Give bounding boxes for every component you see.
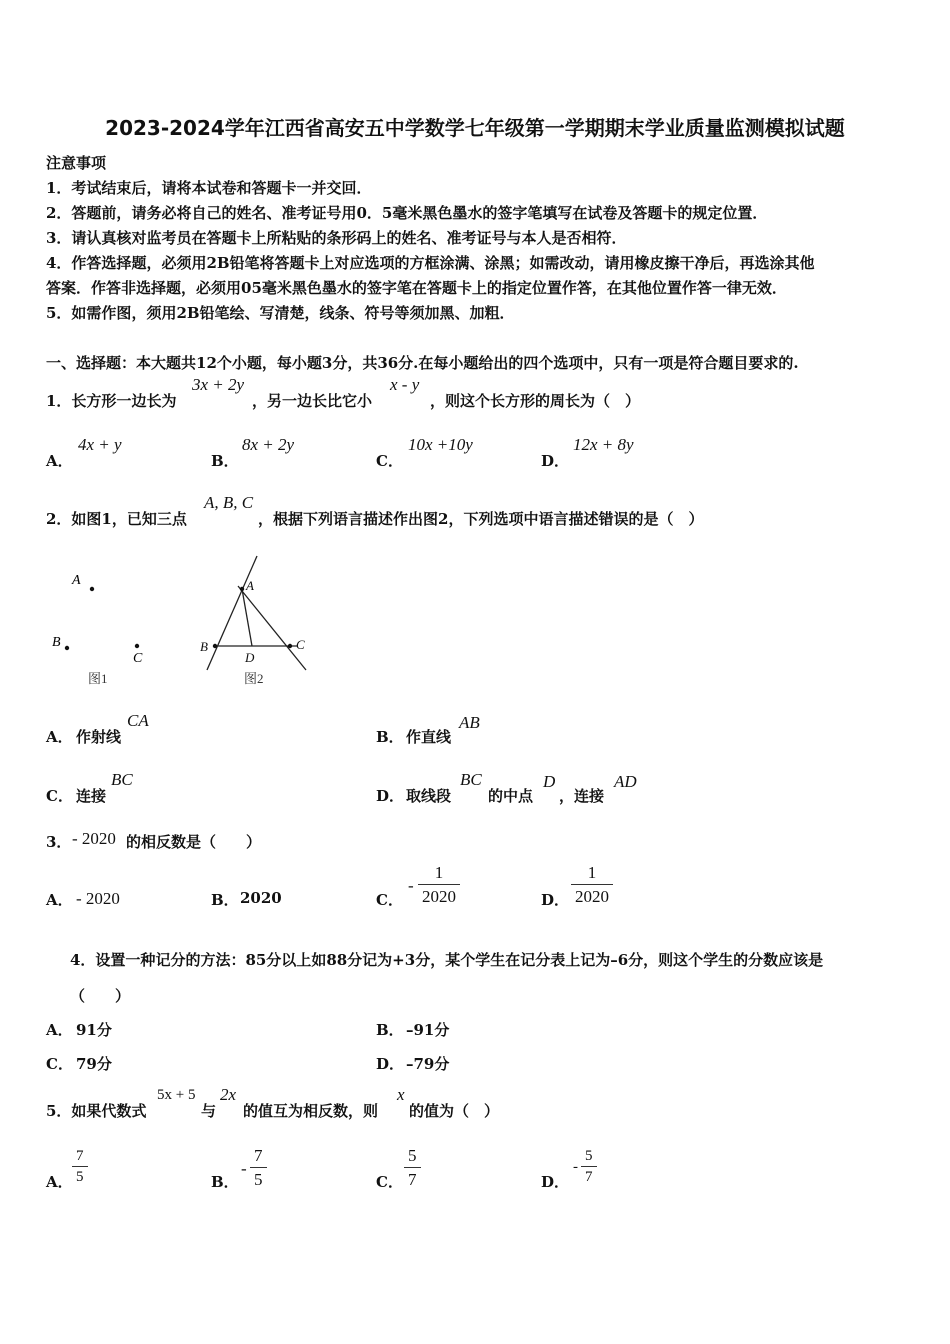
note-item: 3．请认真核对监考员在答题卡上所粘贴的条形码上的姓名、准考证号与本人是否相符． (46, 229, 627, 247)
q1-option-c-math: 10x +10y (408, 435, 473, 454)
q4-option-d-text: –79分 (406, 1055, 450, 1073)
denominator: 5 (254, 1170, 263, 1189)
q5-math-2: 2x (220, 1085, 237, 1104)
q5-option-b-fraction (250, 1145, 267, 1192)
q5-text-3: 的值互为相反数，则 (243, 1102, 379, 1120)
q3-option-c-sign: - (408, 876, 414, 895)
fig2-point-b (213, 644, 217, 648)
q2-option-d-math-3: AD (614, 772, 637, 791)
q5-option-b-label: B． (211, 1173, 239, 1191)
denominator: 2020 (422, 887, 456, 906)
q2-math-1: A, B, C (204, 493, 254, 512)
denominator: 7 (408, 1170, 417, 1189)
q2-option-a-math: CA (127, 711, 149, 730)
q4-text-line-1: 4．设置一种记分的方法：85分以上如88分记为+3分，某个学生在记分表上记为–6分，则这个学生的分数应该是 (70, 951, 824, 969)
denominator: 7 (585, 1169, 593, 1185)
q1-option-a-label: A． (46, 452, 73, 470)
q5-option-d-fraction (581, 1147, 597, 1187)
note-item: 1．考试结束后，请将本试卷和答题卡一并交回． (46, 179, 372, 197)
q4-option-a-label: A． (46, 1021, 73, 1039)
page-title: 2023-2024学年江西省高安五中学数学七年级第一学期期末学业质量监测模拟试题 (105, 116, 845, 140)
fig1-label-b: B (52, 635, 61, 650)
q5-option-a-label: A． (46, 1173, 73, 1191)
q3-option-c-fraction (418, 862, 460, 909)
note-item: 2．答题前，请务必将自己的姓名、准考证号用0．5毫米黑色墨水的签字笔填写在试卷及答题卡的规定位置． (46, 204, 768, 222)
q2-option-c-label: C． (46, 787, 73, 805)
q2-option-d-text-3: ，连接 (559, 787, 605, 805)
fig1-label-c: C (133, 651, 143, 666)
q5-math-1: 5x + 5 (157, 1087, 196, 1103)
section-heading: 一、选择题：本大题共12个小题，每小题3分，共36分.在每小题给出的四个选项中，只有一项是符合题目要求的. (46, 354, 799, 372)
q2-text-2: ，根据下列语言描述作出图2，下列选项中语言描述错误的是（ ） (258, 510, 704, 528)
q1-option-c-label: C． (376, 452, 403, 470)
fig2-label-a: A (246, 578, 254, 593)
q1-math-2: x - y (390, 375, 420, 394)
q5-text-4: 的值为（ ） (409, 1102, 500, 1120)
q2-option-c-text: 连接 (76, 787, 107, 805)
note-item: 4．作答选择题，必须用2B铅笔将答题卡上对应选项的方框涂满、涂黑；如需改动，请用橡皮擦干净后，再选涂其他 (46, 254, 815, 272)
q3-option-b-text: 2020 (240, 889, 282, 907)
q1-text-1: 1．长方形一边长为 (46, 392, 177, 410)
q5-option-a-fraction (72, 1147, 88, 1187)
fig1-caption: 图1 (88, 671, 108, 686)
numerator: 7 (250, 1145, 267, 1168)
q2-text-1: 2．如图1，已知三点 (46, 510, 187, 528)
q1-option-a-math: 4x + y (78, 435, 122, 454)
q1-text-3: ，则这个长方形的周长为（ ） (430, 392, 641, 410)
numerator: 5 (581, 1147, 597, 1167)
q2-option-b-math: AB (459, 713, 480, 732)
fig2-label-c: C (296, 637, 305, 652)
figure-1 (52, 573, 143, 686)
fig1-label-a: A (72, 573, 81, 588)
note-item: 答案．作答非选择题，必须用05毫米黑色墨水的签字笔在答题卡上的指定位置作答，在其他位置作答一律无效． (46, 279, 787, 297)
denominator: 2020 (575, 887, 609, 906)
q4-option-b-label: B． (376, 1021, 404, 1039)
q2-option-b-text: 作直线 (406, 728, 452, 746)
q3-option-a-math: - 2020 (76, 889, 120, 908)
q4-option-d-label: D． (376, 1055, 405, 1073)
q5-option-c-label: C． (376, 1173, 403, 1191)
fig2-point-a (240, 587, 244, 591)
q4-option-c-label: C． (46, 1055, 73, 1073)
q2-option-d-math-2: D (543, 772, 556, 791)
q1-option-b-label: B． (211, 452, 239, 470)
q2-option-c-math: BC (111, 770, 133, 789)
fig2-label-d: D (245, 650, 255, 665)
q3-option-d-fraction (571, 862, 613, 909)
q1-text-2: ，另一边长比它小 (252, 392, 373, 410)
q2-option-d-text-2: 的中点 (488, 787, 534, 805)
q1-option-d-math: 12x + 8y (573, 435, 634, 454)
q2-option-a-text: 作射线 (76, 728, 122, 746)
q4-text-line-2: （ ） (70, 987, 131, 1005)
denominator: 5 (76, 1169, 84, 1185)
numerator: 1 (571, 862, 613, 885)
q5-option-b-sign: - (241, 1159, 247, 1178)
q3-option-d-label: D． (541, 891, 570, 909)
q5-option-c-fraction (404, 1145, 421, 1192)
q2-option-d-label: D． (376, 787, 405, 805)
q3-option-b-label: B． (211, 891, 239, 909)
q5-math-3: x (397, 1085, 405, 1104)
q1-option-b-math: 8x + 2y (242, 435, 295, 454)
q5-option-d-label: D． (541, 1173, 570, 1191)
q5-text-1: 5．如果代数式 (46, 1102, 147, 1120)
q1-option-d-label: D． (541, 452, 570, 470)
q1-math-1: 3x + 2y (192, 375, 245, 394)
figure-2 (207, 556, 306, 670)
fig1-point-c (135, 644, 139, 648)
q3-text-1: 3． (46, 833, 72, 851)
q4-option-a-text: 91分 (76, 1021, 112, 1039)
q3-option-a-label: A． (46, 891, 73, 909)
numerator: 1 (418, 862, 460, 885)
numerator: 7 (72, 1147, 88, 1167)
q3-math-1: - 2020 (72, 829, 116, 848)
q4-option-c-text: 79分 (76, 1055, 112, 1073)
q3-text-2: 的相反数是（ ） (126, 833, 262, 851)
note-item: 5．如需作图，须用2B铅笔绘、写清楚，线条、符号等须加黑、加粗． (46, 304, 515, 322)
fig2-label-b: B (200, 639, 208, 654)
q2-option-d-math-1: BC (460, 770, 482, 789)
q5-text-2: 与 (201, 1102, 217, 1120)
notes-heading: 注意事项 (46, 154, 107, 172)
fig1-point-a (90, 587, 94, 591)
fig2-caption: 图2 (244, 671, 264, 686)
q2-option-d-text-1: 取线段 (406, 787, 452, 805)
fig2-point-c (288, 644, 292, 648)
q2-option-a-label: A． (46, 728, 73, 746)
fig1-point-b (65, 646, 69, 650)
numerator: 5 (404, 1145, 421, 1168)
q4-option-b-text: –91分 (406, 1021, 450, 1039)
q3-option-c-label: C． (376, 891, 403, 909)
q5-option-d-sign: - (573, 1159, 578, 1175)
q2-option-b-label: B． (376, 728, 404, 746)
q2-figures (40, 552, 330, 692)
